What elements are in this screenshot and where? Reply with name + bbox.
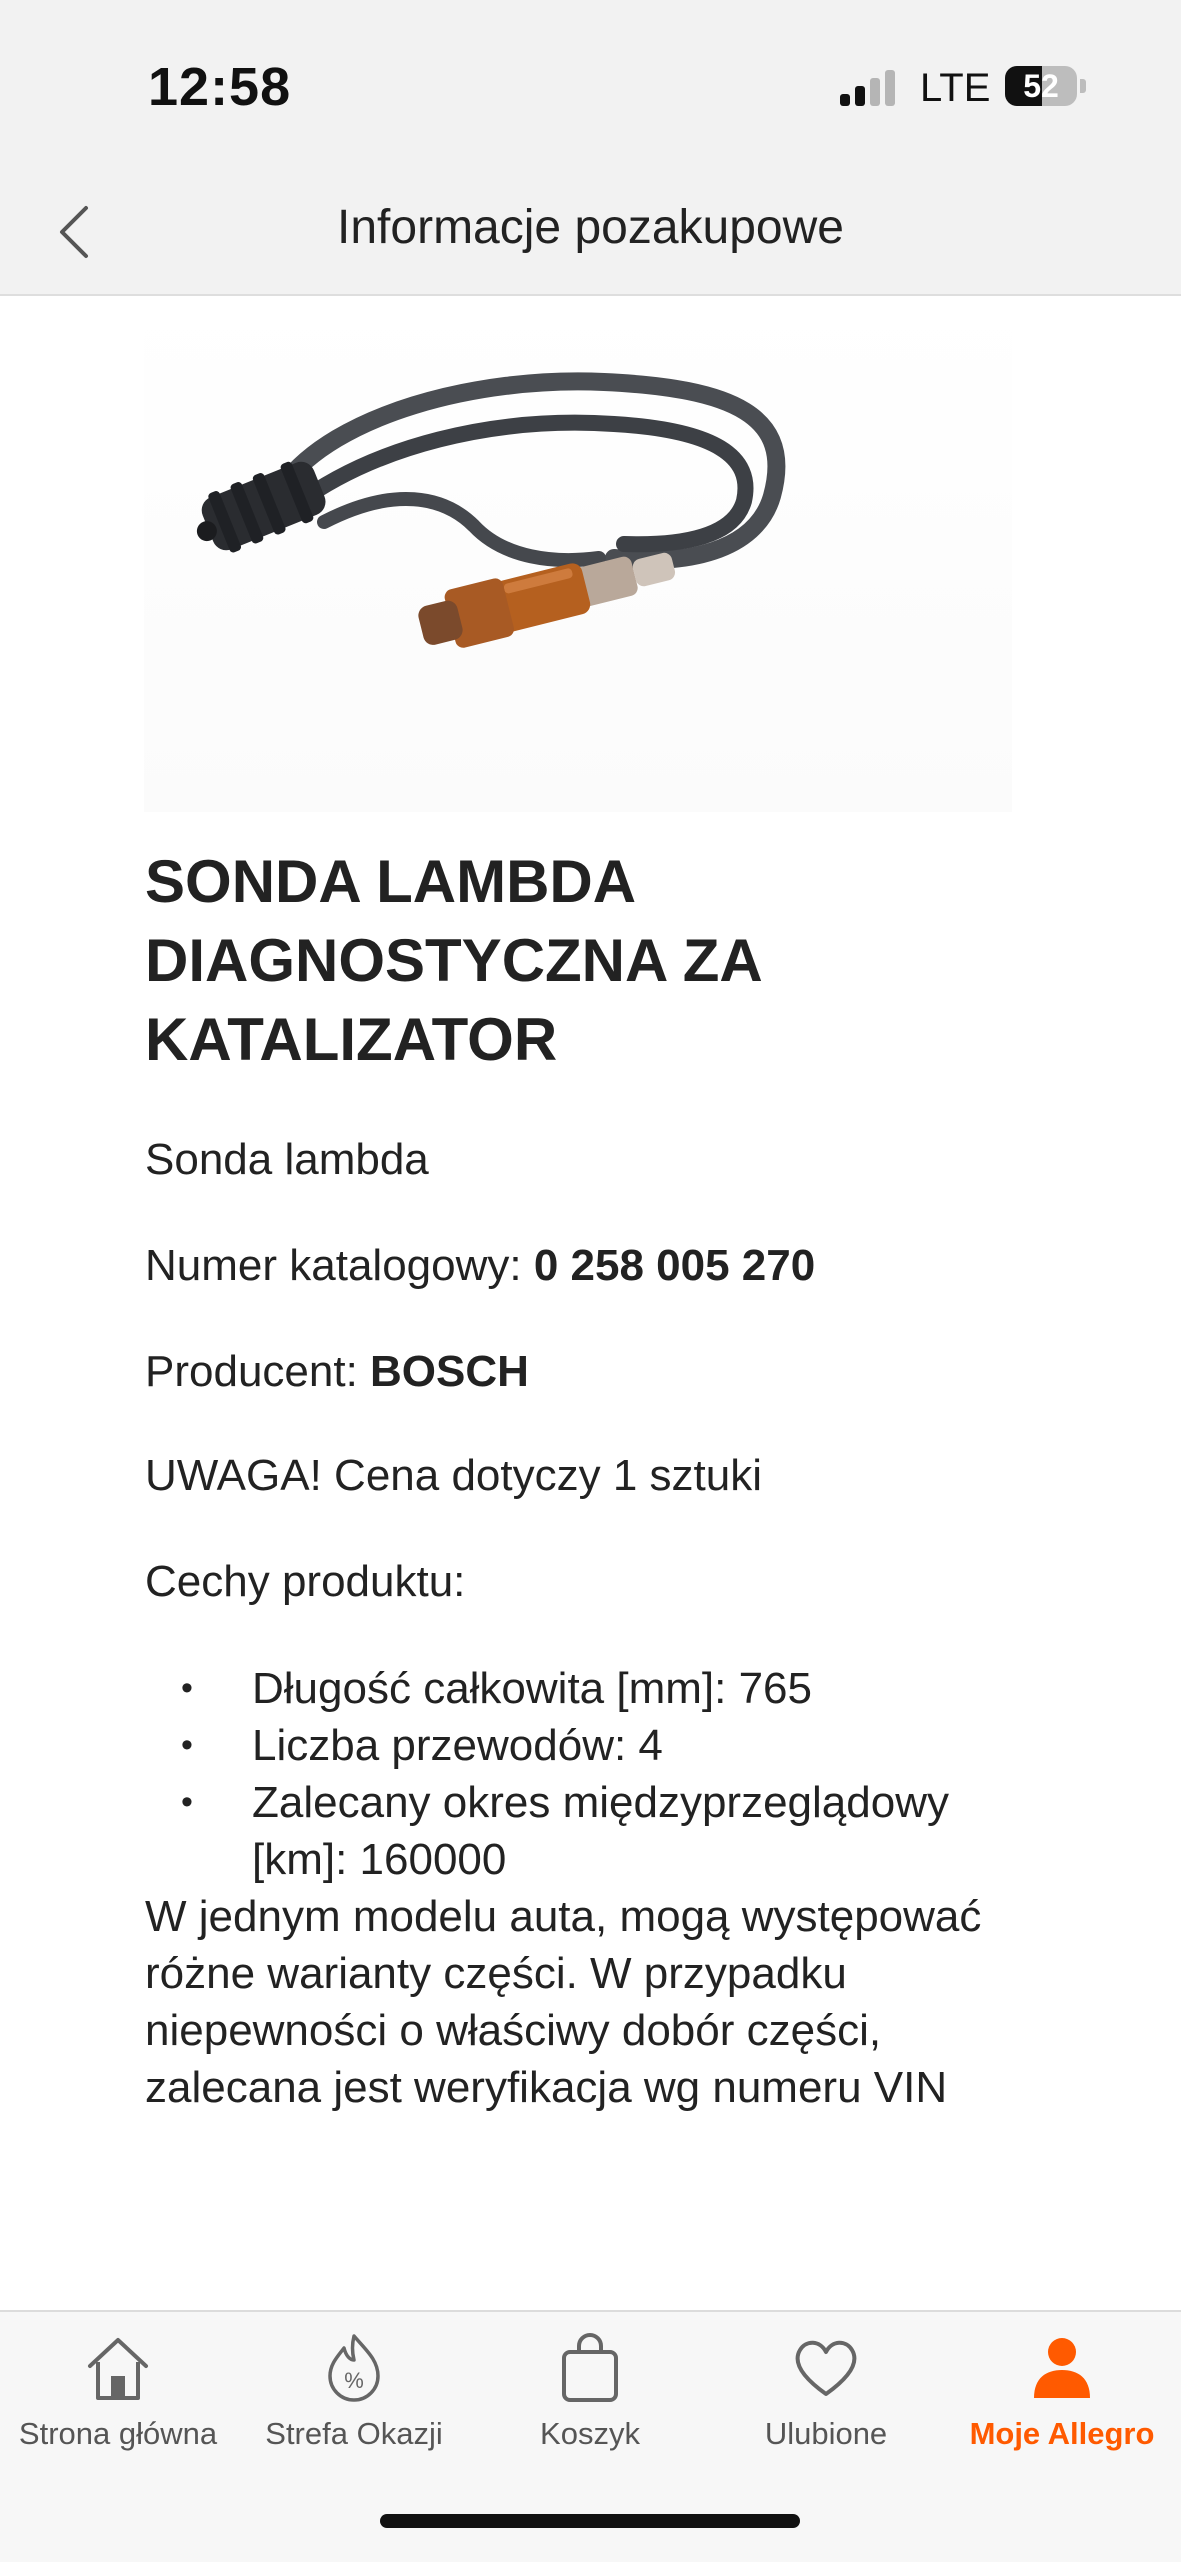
catalog-number-label: Numer katalogowy: <box>145 1241 534 1290</box>
heart-icon <box>788 2330 864 2406</box>
producer-label: Producent: <box>145 1347 371 1396</box>
product-title: SONDA LAMBDA DIAGNOSTYCZNA ZA KATALIZATOR <box>145 848 761 1073</box>
nav-home-label: Strona główna <box>18 2416 218 2451</box>
features-list <box>145 1660 1045 1888</box>
svg-text:%: % <box>344 2368 364 2393</box>
producer-value: BOSCH <box>370 1347 529 1396</box>
nav-cart[interactable] <box>472 2330 708 2480</box>
catalog-number-row <box>145 1238 815 1294</box>
product-description <box>145 842 1045 2112</box>
app-header <box>0 170 1181 296</box>
features-heading: Cechy produktu: <box>145 1557 466 1606</box>
list-item: • Długość całkowita [mm]: 765 <box>145 1660 1045 1717</box>
home-icon <box>80 2330 156 2406</box>
clock: 12:58 <box>148 57 292 117</box>
battery-level: 52 <box>1023 68 1059 104</box>
deals-icon <box>316 2330 392 2406</box>
signal-icon <box>840 66 900 106</box>
nav-favorites-label: Ulubione <box>764 2416 888 2451</box>
status-bar <box>0 0 1181 170</box>
nav-my-allegro[interactable] <box>944 2330 1180 2480</box>
cart-bag-icon <box>552 2330 628 2406</box>
battery-tip <box>1080 79 1086 93</box>
nav-my-allegro-label: Moje Allegro <box>969 2416 1155 2451</box>
product-image[interactable] <box>144 296 1012 812</box>
nav-cart-label: Koszyk <box>540 2416 640 2451</box>
lambda-sensor-image <box>144 296 1012 812</box>
catalog-number-value: 0 258 005 270 <box>533 1241 816 1290</box>
network-type: LTE <box>920 66 991 110</box>
price-warning: UWAGA! Cena dotyczy 1 sztuki <box>145 1451 763 1500</box>
home-indicator[interactable] <box>380 2514 800 2528</box>
nav-deals[interactable] <box>236 2330 472 2480</box>
nav-home[interactable] <box>0 2330 236 2480</box>
user-icon <box>1024 2330 1100 2406</box>
page-title: Informacje pozakupowe <box>337 201 844 254</box>
list-item: • Zalecany okres międzyprzeglądowy [km]: 160000 <box>145 1774 1045 1888</box>
nav-deals-label: Strefa Okazji <box>265 2416 443 2451</box>
list-item: • Liczba przewodów: 4 <box>145 1717 1045 1774</box>
variant-note: W jednym modelu auta, mogą występować różne warianty części. W przypadku niepewności o właściwy dobór części, zalecana jest weryfikacja wg numeru VIN <box>145 1892 982 2112</box>
producer-row <box>145 1344 529 1400</box>
product-subtitle: Sonda lambda <box>145 1135 429 1184</box>
nav-favorites[interactable] <box>708 2330 944 2480</box>
battery-icon <box>1005 66 1077 106</box>
